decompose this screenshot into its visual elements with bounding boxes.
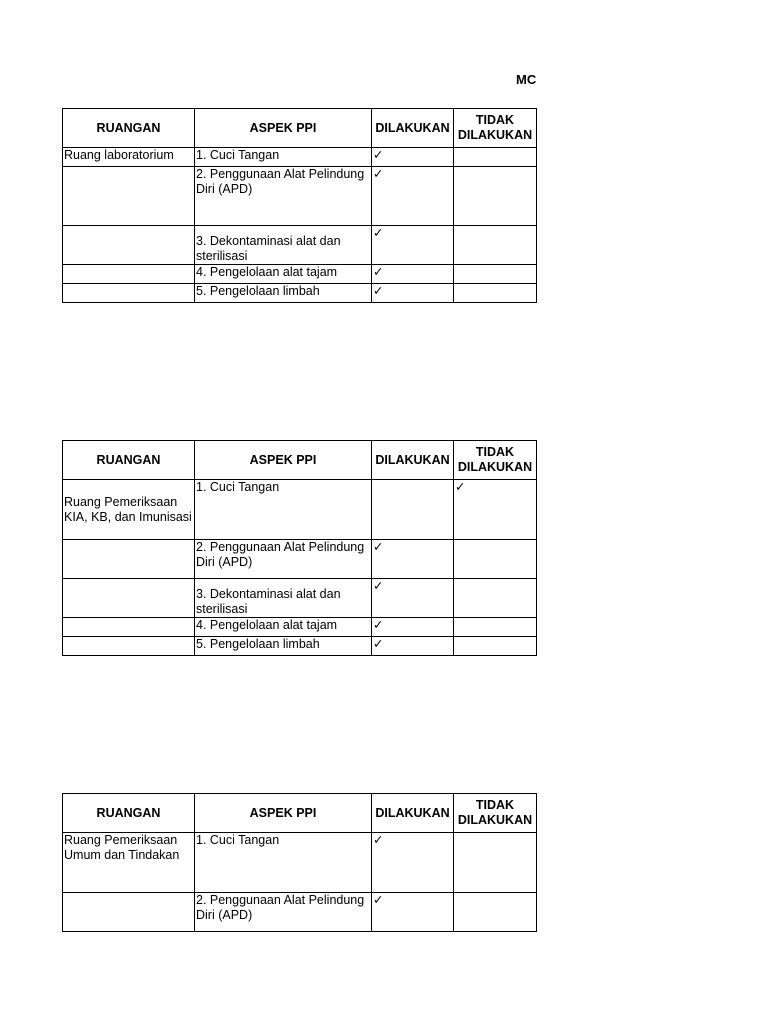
- aspek-cell: 5. Pengelolaan limbah: [195, 284, 372, 303]
- table-row: [63, 148, 537, 167]
- table-row: [63, 618, 537, 637]
- room-cell: [63, 540, 195, 579]
- header-tidak-dilakukan: TIDAK DILAKUKAN: [454, 794, 537, 833]
- table-row: [63, 265, 537, 284]
- header-aspek-ppi: ASPEK PPI: [195, 794, 372, 833]
- room-cell: [63, 637, 195, 656]
- aspek-cell: 1. Cuci Tangan: [195, 148, 372, 167]
- dilakukan-cell: ✓: [372, 893, 454, 932]
- header-dilakukan: DILAKUKAN: [372, 441, 454, 480]
- dilakukan-cell: ✓: [372, 226, 454, 265]
- aspek-cell: 2. Penggunaan Alat Pelindung Diri (APD): [195, 893, 372, 932]
- aspek-cell: 1. Cuci Tangan: [195, 833, 372, 893]
- table-row: [63, 833, 537, 893]
- dilakukan-cell: ✓: [372, 265, 454, 284]
- room-cell: [63, 579, 195, 618]
- ppi-table-3: [62, 793, 537, 932]
- table-row: [63, 540, 537, 579]
- table-header-row: [63, 441, 537, 480]
- room-cell: Ruang Pemeriksaan KIA, KB, dan Imunisasi: [63, 480, 195, 540]
- room-cell: [63, 893, 195, 932]
- room-cell: [63, 226, 195, 265]
- table-row: [63, 284, 537, 303]
- header-ruangan: RUANGAN: [63, 441, 195, 480]
- tidak-dilakukan-cell: [454, 833, 537, 893]
- aspek-cell: 2. Penggunaan Alat Pelindung Diri (APD): [195, 540, 372, 579]
- page-heading: MC: [516, 72, 537, 87]
- header-aspek-ppi: ASPEK PPI: [195, 441, 372, 480]
- dilakukan-cell: ✓: [372, 637, 454, 656]
- table-header-row: [63, 794, 537, 833]
- ppi-table-1: [62, 108, 537, 303]
- header-aspek-ppi: ASPEK PPI: [195, 109, 372, 148]
- tidak-dilakukan-cell: [454, 893, 537, 932]
- table-row: [63, 637, 537, 656]
- room-cell: Ruang Pemeriksaan Umum dan Tindakan: [63, 833, 195, 893]
- table-row: [63, 167, 537, 226]
- table-row: [63, 579, 537, 618]
- tidak-dilakukan-cell: [454, 226, 537, 265]
- header-ruangan: RUANGAN: [63, 794, 195, 833]
- aspek-cell: 1. Cuci Tangan: [195, 480, 372, 540]
- tidak-dilakukan-cell: [454, 618, 537, 637]
- tidak-dilakukan-cell: [454, 284, 537, 303]
- room-cell: [63, 265, 195, 284]
- table-row: [63, 480, 537, 540]
- dilakukan-cell: ✓: [372, 148, 454, 167]
- aspek-cell: 3. Dekontaminasi alat dan sterilisasi: [195, 579, 372, 618]
- header-dilakukan: DILAKUKAN: [372, 109, 454, 148]
- tidak-dilakukan-cell: [454, 265, 537, 284]
- header-tidak-dilakukan: TIDAK DILAKUKAN: [454, 441, 537, 480]
- tidak-dilakukan-cell: [454, 637, 537, 656]
- dilakukan-cell: ✓: [372, 284, 454, 303]
- dilakukan-cell: [372, 480, 454, 540]
- dilakukan-cell: ✓: [372, 540, 454, 579]
- tidak-dilakukan-cell: [454, 148, 537, 167]
- tidak-dilakukan-cell: [454, 167, 537, 226]
- header-ruangan: RUANGAN: [63, 109, 195, 148]
- dilakukan-cell: ✓: [372, 833, 454, 893]
- tidak-dilakukan-cell: [454, 540, 537, 579]
- tidak-dilakukan-cell: [454, 579, 537, 618]
- header-dilakukan: DILAKUKAN: [372, 794, 454, 833]
- table-row: [63, 893, 537, 932]
- room-cell: [63, 167, 195, 226]
- dilakukan-cell: ✓: [372, 618, 454, 637]
- header-tidak-dilakukan: TIDAK DILAKUKAN: [454, 109, 537, 148]
- aspek-cell: 2. Penggunaan Alat Pelindung Diri (APD): [195, 167, 372, 226]
- dilakukan-cell: ✓: [372, 579, 454, 618]
- dilakukan-cell: ✓: [372, 167, 454, 226]
- aspek-cell: 4. Pengelolaan alat tajam: [195, 618, 372, 637]
- tidak-dilakukan-cell: ✓: [454, 480, 537, 540]
- aspek-cell: 5. Pengelolaan limbah: [195, 637, 372, 656]
- ppi-table-2: [62, 440, 537, 656]
- table-header-row: [63, 109, 537, 148]
- aspek-cell: 4. Pengelolaan alat tajam: [195, 265, 372, 284]
- aspek-cell: 3. Dekontaminasi alat dan sterilisasi: [195, 226, 372, 265]
- room-cell: [63, 284, 195, 303]
- room-cell: [63, 618, 195, 637]
- room-cell: Ruang laboratorium: [63, 148, 195, 167]
- table-row: [63, 226, 537, 265]
